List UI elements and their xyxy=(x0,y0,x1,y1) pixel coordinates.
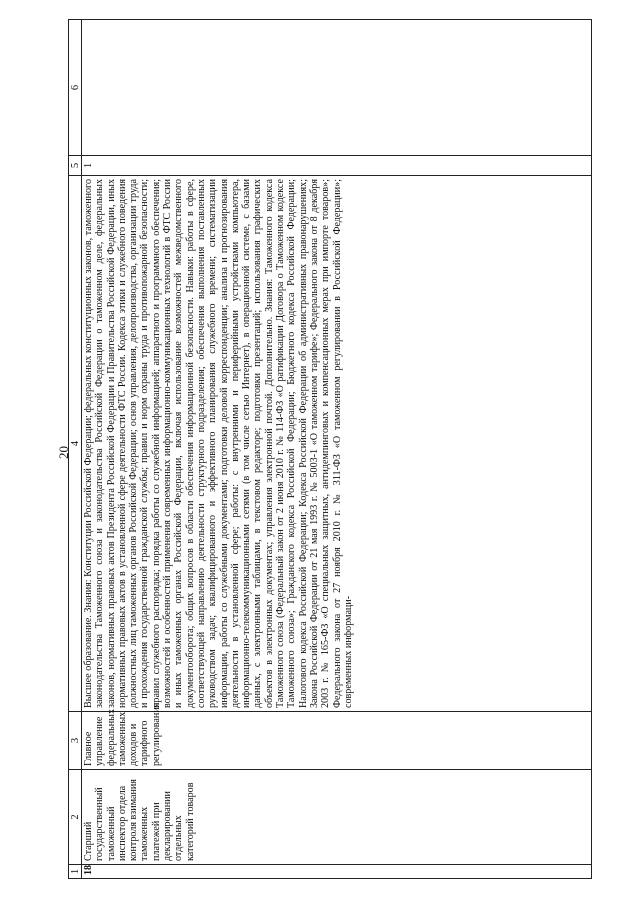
requirements-table xyxy=(68,19,592,879)
header-cell-6: 6 xyxy=(69,20,82,156)
header-cell-2: 2 xyxy=(69,770,82,865)
row-number: 18 xyxy=(82,865,592,879)
header-cell-1: 1 xyxy=(69,865,82,879)
column-5-value: 1 xyxy=(82,156,592,176)
table-row xyxy=(82,20,592,879)
position-group: Главное управление федеральных таможенных доходов и тарифного регулирования xyxy=(82,712,592,770)
header-cell-4: 4 xyxy=(69,176,82,712)
header-cell-5: 5 xyxy=(69,156,82,176)
table-header-row xyxy=(69,20,82,879)
position-title: Старший государственный таможенный инспектор отдела контроля взимания таможенных платежей при декларировании отдельных категорий товаров xyxy=(82,770,592,865)
qualification-requirements: Высшее образование. Знания: Конституции Российской Федерации; федеральных конституционных законов, таможенного законодательства Таможенного союза и законодательства Российской Федерации о таможенном деле, федеральных законов, нормативных правовых актов Президента Российской Федерации и Правительства Российской Федерации, иных нормативных правовых актов в установленной сфере деятельности ФТС России. Кодекса этики и служебного поведения должностных лиц таможенных органов Российской Федерации; основ управления, делопроизводства, организации труда и прохождения государственной гражданской службы; правил и норм охраны труда и противопожарной безопасности; правил служебного распорядка; порядка работы со служебной информацией; аппаратного и программного обеспечения; возможностей и особенностей применения современных информационно-коммуникационных технологий в ФТС России и иных таможенных органах Российской Федерации, включая использование возможностей межведомственного документооборота; общих вопросов в области обеспечения информационной безопасности. Навыки: работы в сфере, соответствующей направлению деятельности структурного подразделения; обеспечения выполнения поставленных руководством задач; квалифицированного и эффективного планирования служебного времени; систематизации информации, работы со служебными документами; подготовки деловой корреспонденции; анализа и прогнозирования деятельности в установленной сфере; работы: с внутренними и периферийными устройствами компьютера, информационно-телекоммуникационными сетями (в том числе сетью Интернет), в операционной системе, с базами данных, с электронными таблицами, в текстовом редакторе; подготовки презентаций; использования графических объектов в электронных документах; управления электронной почтой. Дополнительно. Знания: Таможенного кодекса Таможенного союза (Федеральный закон от 2 июня 2010 г. № 114-ФЗ «О ратификации Договора о Таможенном кодексе Таможенного союза»; Гражданского кодекса Российской Федерации; Бюджетного кодекса Российской Федерации; Налогового кодекса Российской Федерации; Кодекса Российской Федерации об административных правонарушениях; Закона Российской Федерации от 21 мая 1993 г. № 5003-1 «О таможенном тарифе»; Федерального закона от 8 декабря 2003 г. № 165-ФЗ «О специальных защитных, антидемпинговых и компенсационных мерах при импорте товаров»; Федерального закона от 27 ноября 2010 г. № 311-ФЗ «О таможенном регулировании в Российской Федерации»; современных информаци- xyxy=(82,176,592,712)
page-number: 20 xyxy=(56,446,71,459)
header-cell-3: 3 xyxy=(69,712,82,770)
column-6-value xyxy=(82,20,592,156)
